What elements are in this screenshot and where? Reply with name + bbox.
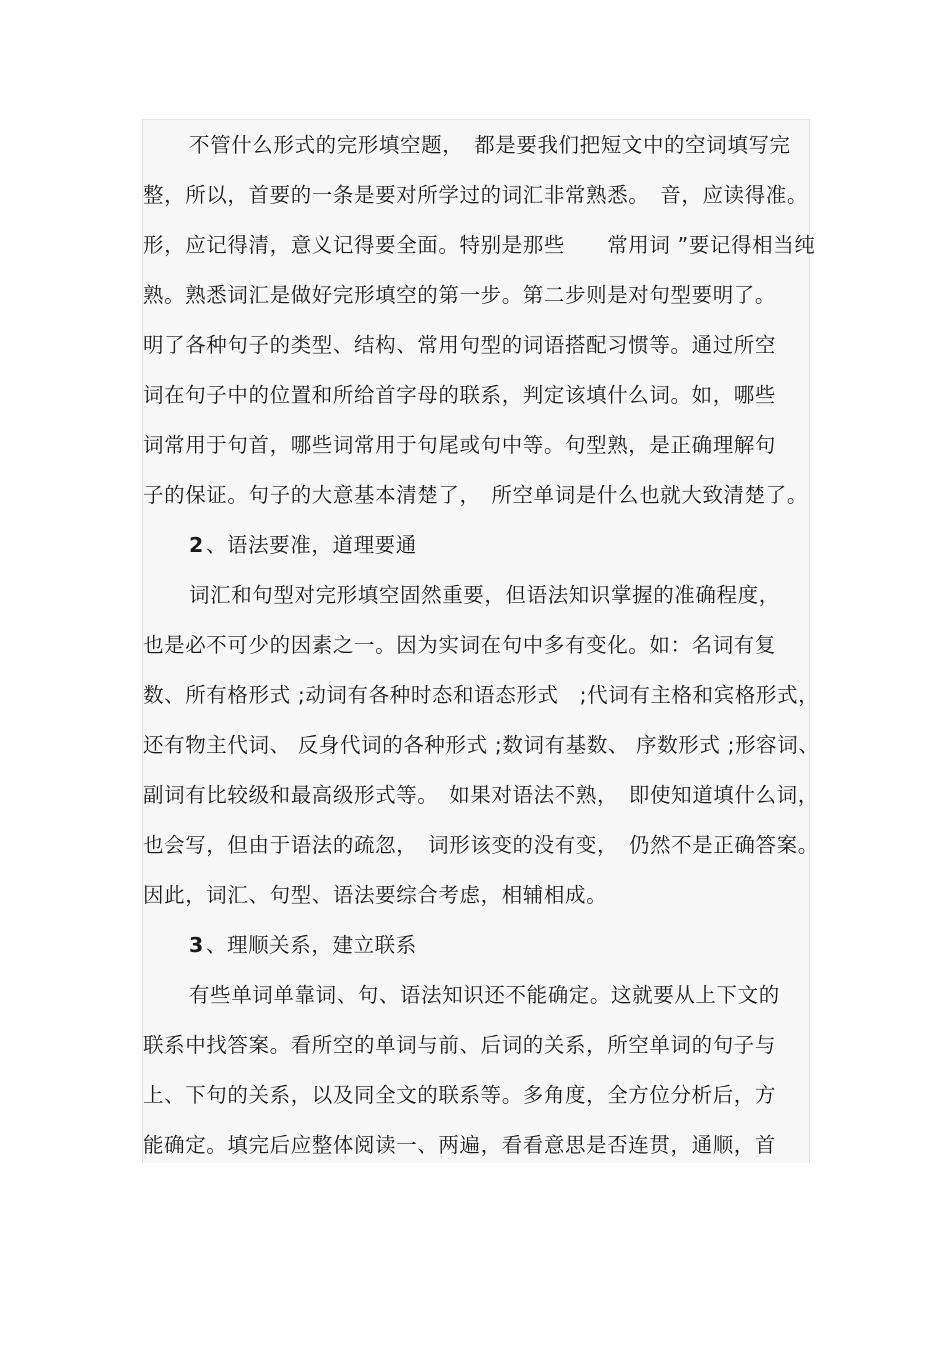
paragraph-2-line-1: 词汇和句型对完形填空固然重要，但语法知识掌握的准确程度， xyxy=(189,583,780,607)
paragraph-3-line-1: 有些单词单靠词、句、语法知识还不能确定。这就要从上下文的 xyxy=(189,983,780,1007)
paragraph-2-line-4: 还有物主代词、 反身代词的各种形式 ;数词有基数、 序数形式 ;形容词、 xyxy=(143,733,820,757)
paragraph-1-line-2: 整，所以，首要的一条是要对所学过的词汇非常熟悉。 音，应读得准。 xyxy=(143,183,808,207)
section-number: 2 xyxy=(189,533,204,557)
text-block xyxy=(142,119,820,1163)
paragraph-3-line-3: 上、下句的关系，以及同全文的联系等。多角度，全方位分析后，方 xyxy=(143,1083,776,1107)
paragraph-1-line-6: 词在句子中的位置和所给首字母的联系，判定该填什么词。如，哪些 xyxy=(143,383,776,407)
paragraph-2-line-7: 因此，词汇、句型、语法要综合考虑，相辅相成。 xyxy=(143,883,608,907)
paragraph-1-line-7: 词常用于句首，哪些词常用于句尾或句中等。句型熟，是正确理解句 xyxy=(143,433,776,457)
section-heading-3 xyxy=(189,930,417,960)
section-title: 、语法要准，道理要通 xyxy=(205,533,417,557)
paragraph-3-line-2: 联系中找答案。看所空的单词与前、后词的关系，所空单词的句子与 xyxy=(143,1033,776,1057)
paragraph-2-line-6: 也会写，但由于语法的疏忽， 词形该变的没有变， 仍然不是正确答案。 xyxy=(143,833,819,857)
paragraph-1-line-4: 熟。熟悉词汇是做好完形填空的第一步。第二步则是对句型要明了。 xyxy=(143,283,776,307)
paragraph-2-line-3: 数、所有格形式 ;动词有各种时态和语态形式 ;代词有主格和宾格形式， xyxy=(143,683,820,707)
section-number: 3 xyxy=(189,933,204,957)
section-heading-2 xyxy=(189,530,417,560)
paragraph-2-line-5: 副词有比较级和最高级形式等。 如果对语法不熟， 即使知道填什么词， xyxy=(143,783,819,807)
paragraph-3-line-4: 能确定。填完后应整体阅读一、两遍，看看意思是否连贯，通顺，首 xyxy=(143,1133,776,1157)
paragraph-1-line-5: 明了各种句子的类型、结构、常用句型的词语搭配习惯等。通过所空 xyxy=(143,333,776,357)
paragraph-1-line-8: 子的保证。句子的大意基本清楚了， 所空单词是什么也就大致清楚了。 xyxy=(143,483,808,507)
section-title: 、理顺关系，建立联系 xyxy=(205,933,417,957)
paragraph-1-line-3: 形，应记得清，意义记得要全面。特别是那些 常用词 ”要记得相当纯 xyxy=(143,233,816,257)
paragraph-1-line-1: 不管什么形式的完形填空题， 都是要我们把短文中的空词填写完 xyxy=(189,133,791,157)
paragraph-2-line-2: 也是必不可少的因素之一。因为实词在句中多有变化。如：名词有复 xyxy=(143,633,776,657)
